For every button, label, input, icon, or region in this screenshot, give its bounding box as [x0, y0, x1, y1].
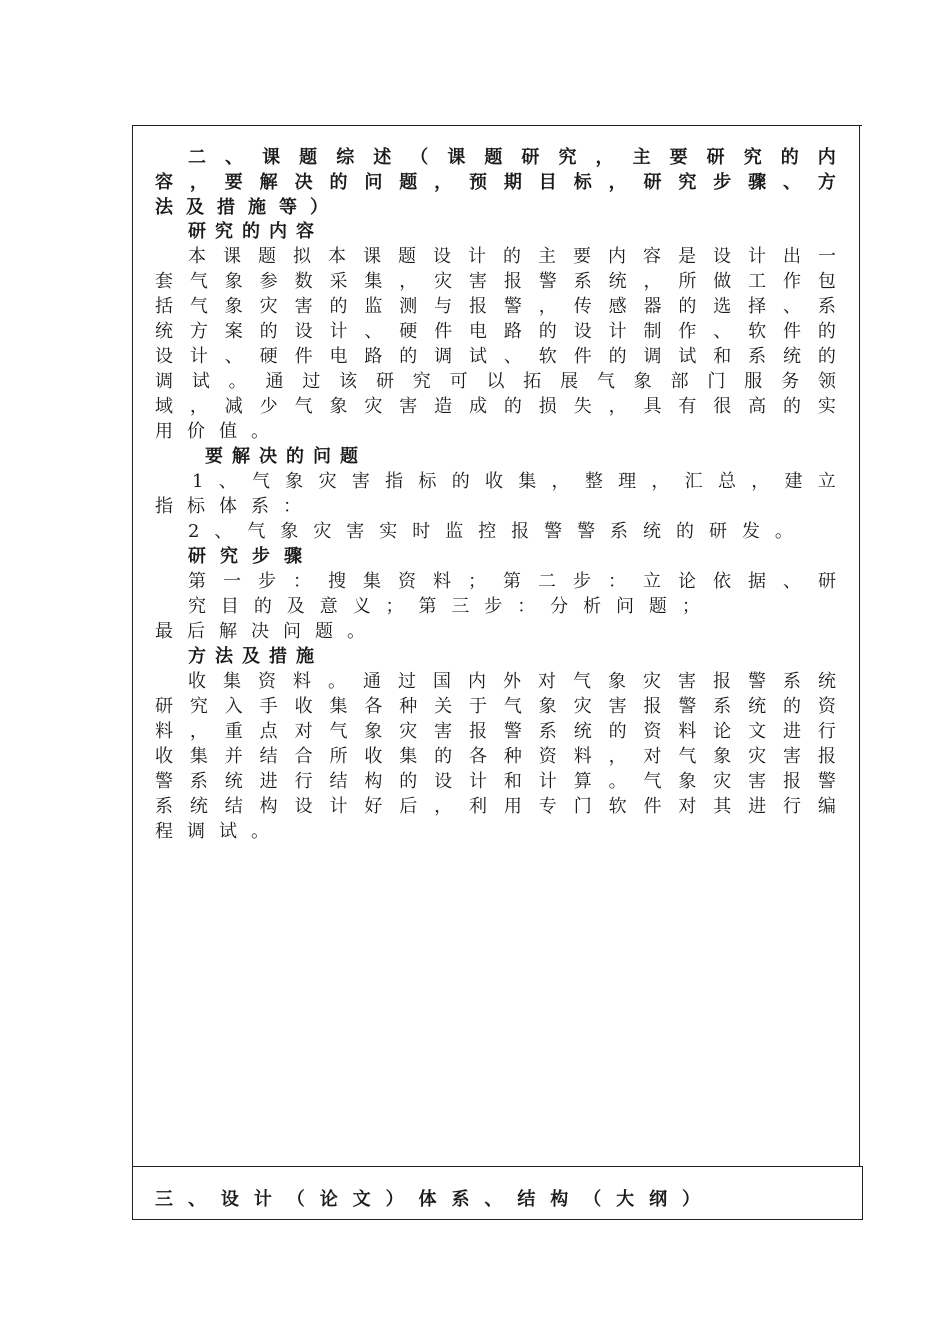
steps-line: 究 目 的 及 意 义 ； 第 三 步 ： 分 析 问 题 ；	[188, 596, 700, 617]
methods-line: 警 系 统 进 行 结 构 的 设 计 和 计 算 。 气 象 灾 害 报 警	[155, 771, 836, 792]
problems-line: 2 、 气 象 灾 害 实 时 监 控 报 警 警 系 统 的 研 发 。	[188, 521, 793, 542]
methods-line: 系 统 结 构 设 计 好 后 ， 利 用 专 门 软 件 对 其 进 行 编	[155, 796, 836, 817]
content-line: 调 试 。 通 过 该 研 究 可 以 拓 展 气 象 部 门 服 务 领	[155, 371, 836, 392]
methods-line: 研 究 入 手 收 集 各 种 关 于 气 象 灾 害 报 警 系 统 的 资	[155, 696, 836, 717]
steps-line: 最后解决问题。	[155, 621, 379, 642]
methods-line: 程调试。	[155, 821, 283, 842]
content-line: 括 气 象 灾 害 的 监 测 与 报 警 ， 传 感 器 的 选 择 、 系	[155, 296, 836, 317]
table-corner-tick	[859, 125, 862, 126]
steps-title: 研究步骤	[188, 546, 316, 567]
content-line: 套 气 象 参 数 采 集 ， 灾 害 报 警 系 统 ， 所 做 工 作 包	[155, 271, 836, 292]
problems-line: 指标体系：	[155, 496, 315, 517]
content-line: 域 ， 减 少 气 象 灾 害 造 成 的 损 失 ， 具 有 很 高 的 实	[155, 396, 836, 417]
methods-line: 料 ， 重 点 对 气 象 灾 害 报 警 系 统 的 资 料 论 文 进 行	[155, 721, 836, 742]
section2-heading-line3: 法及措施等）	[155, 197, 341, 218]
methods-title: 方法及措施	[188, 646, 323, 667]
methods-line: 收 集 并 结 合 所 收 集 的 各 种 资 料 ， 对 气 象 灾 害 报	[155, 746, 836, 767]
section2-heading-line1: 二 、 课 题 综 述 （ 课 题 研 究 ， 主 要 研 究 的 内	[188, 147, 836, 168]
section2-heading-line2: 容 ， 要 解 决 的 问 题 ， 预 期 目 标 ， 研 究 步 骤 、 方	[155, 172, 836, 193]
content-line: 统 方 案 的 设 计 、 硬 件 电 路 的 设 计 制 作 、 软 件 的	[155, 321, 836, 342]
content-title: 研究的内容	[188, 221, 323, 242]
content-line: 用价值。	[155, 421, 283, 442]
methods-line: 收 集 资 料 。 通 过 国 内 外 对 气 象 灾 害 报 警 系 统	[188, 671, 836, 692]
content-line: 本 课 题 拟 本 课 题 设 计 的 主 要 内 容 是 设 计 出 一	[188, 246, 836, 267]
problems-line: 1 、 气 象 灾 害 指 标 的 收 集 ， 整 理 ， 汇 总 ， 建 立	[192, 471, 836, 492]
steps-line: 第 一 步 ： 搜 集 资 料 ； 第 二 步 ： 立 论 依 据 、 研	[188, 571, 836, 592]
problems-title: 要解决的问题	[205, 446, 367, 467]
content-line: 设 计 、 硬 件 电 路 的 调 试 、 软 件 的 调 试 和 系 统 的	[155, 346, 836, 367]
section3-heading: 三 、 设 计 （ 论 文 ） 体 系 、 结 构 （ 大 纲 ）	[155, 1189, 700, 1210]
